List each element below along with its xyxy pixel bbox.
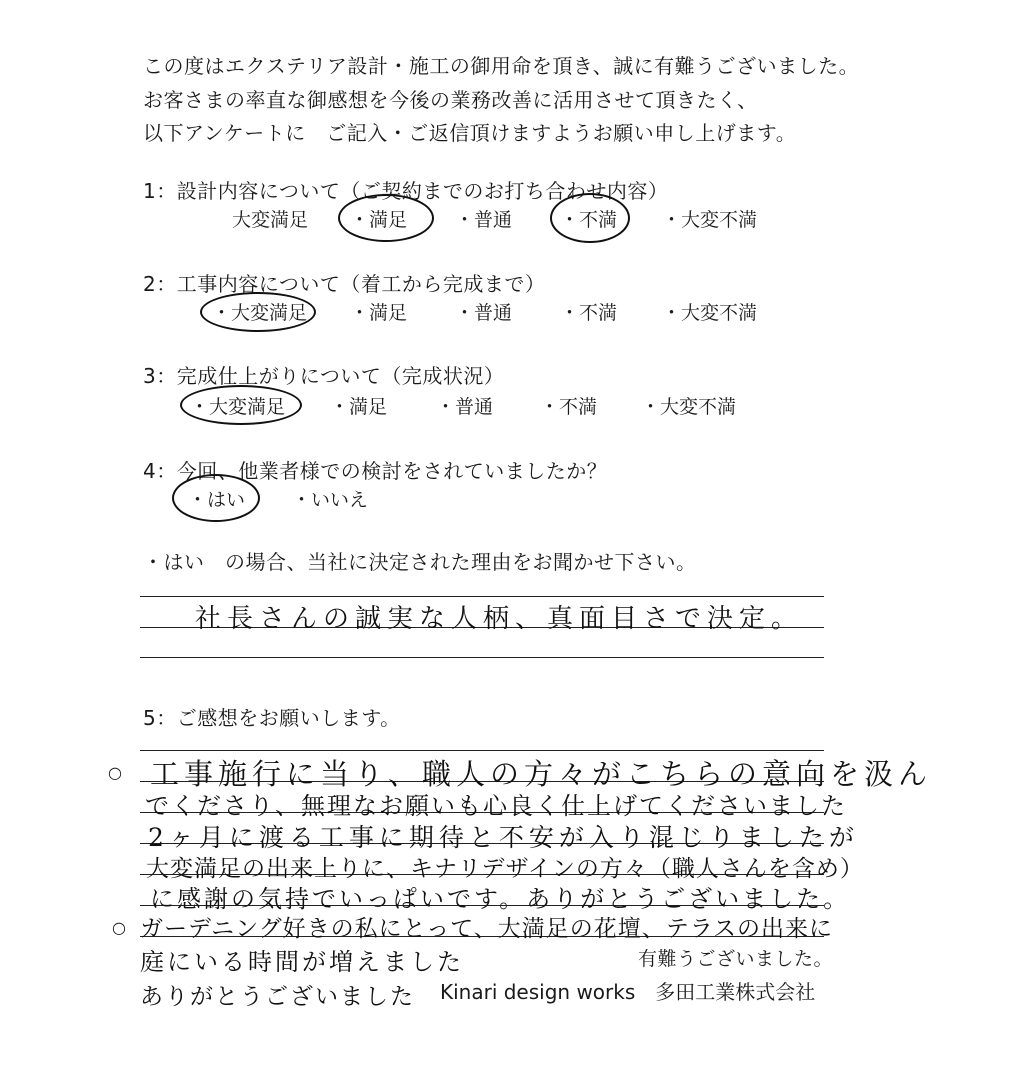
- q4-circle-yes: [172, 474, 260, 522]
- reason-rule-1: [140, 596, 824, 597]
- q2-label: 2：工事内容について（着工から完成まで）: [143, 272, 546, 296]
- q3-label: 3：完成仕上がりについて（完成状況）: [143, 364, 505, 388]
- q3-option-very-satisfied: ・大変満足: [190, 396, 286, 418]
- q5-handwritten-line-8: ありがとうございました: [140, 984, 415, 1010]
- q2-circle-very-satisfied: [200, 292, 316, 332]
- q3-option-very-unsatisfied: ・大変不満: [641, 396, 737, 418]
- q2-option-unsatisfied: ・不満: [560, 302, 618, 324]
- q1-option-unsatisfied: ・不満: [560, 209, 618, 231]
- reason-handwritten: 社長さんの誠実な人柄、真面目さで決定。: [195, 604, 804, 634]
- q5-handwritten-line-5: に感謝の気持でいっぱいです。ありがとうございました。: [150, 885, 851, 913]
- q5-bullet-2: ○: [112, 918, 126, 937]
- q5-handwritten-line-4: 大変満足の出来上りに、キナリデザインの方々（職人さんを含め）: [146, 856, 864, 882]
- q5-handwritten-line-1: 工事施行に当り、職人の方々がこちらの意向を汲ん: [150, 757, 933, 791]
- q2-option-very-unsatisfied: ・大変不満: [662, 302, 758, 324]
- intro-line-1: この度はエクステリア設計・施工の御用命を頂き、誠に有難うございました。: [143, 54, 860, 78]
- q3-circle-very-satisfied: [180, 385, 302, 425]
- q2-option-satisfied: ・満足: [350, 302, 408, 324]
- footer-company: Kinari design works 多田工業株式会社: [440, 980, 816, 1004]
- q3-option-unsatisfied: ・不満: [540, 396, 598, 418]
- q1-circle-satisfied: [338, 194, 434, 242]
- q5-rule-1: [140, 750, 824, 751]
- q4-option-no: ・いいえ: [292, 489, 369, 511]
- q3-option-satisfied: ・満足: [330, 396, 388, 418]
- q4-label: 4：今回、他業者様での検討をされていましたか？: [143, 459, 608, 483]
- q2-option-normal: ・普通: [455, 302, 513, 324]
- q1-option-very-satisfied: 大変満足: [232, 209, 309, 231]
- q2-option-very-satisfied: ・大変満足: [212, 302, 308, 324]
- reason-rule-3: [140, 657, 824, 658]
- q5-handwritten-line-7: 庭にいる時間が増えました: [140, 948, 464, 976]
- q1-option-normal: ・普通: [455, 209, 513, 231]
- q5-handwritten-line-6: ガーデニング好きの私にとって、大満足の花壇、テラスの出来に: [140, 916, 834, 942]
- q5-handwritten-line-2: でくださり、無理なお願いも心良く仕上げてくださいました: [145, 792, 847, 820]
- q4-option-yes: ・はい: [188, 489, 246, 511]
- q1-label: 1：設計内容について（ご契約までのお打ち合わせ内容）: [143, 179, 669, 203]
- q5-bullet-1: ○: [108, 763, 122, 782]
- reason-label: ・はい の場合、当社に決定された理由をお聞かせ下さい。: [143, 550, 697, 574]
- q1-circle-unsatisfied: [550, 193, 630, 243]
- q5-label: 5：ご感想をお願いします。: [143, 706, 401, 730]
- intro-line-3: 以下アンケートに ご記入・ご返信頂けますようお願い申し上げます。: [143, 121, 797, 145]
- q1-option-satisfied: ・満足: [350, 209, 408, 231]
- intro-line-2: お客さまの率直な御感想を今後の業務改善に活用させて頂きたく、: [143, 88, 758, 112]
- q3-option-normal: ・普通: [436, 396, 494, 418]
- q1-option-very-unsatisfied: ・大変不満: [662, 209, 758, 231]
- footer-thanks: 有難うございました。: [638, 948, 834, 970]
- q5-handwritten-line-3: 2ヶ月に渡る工事に期待と不安が入り混じりましたが: [148, 823, 859, 852]
